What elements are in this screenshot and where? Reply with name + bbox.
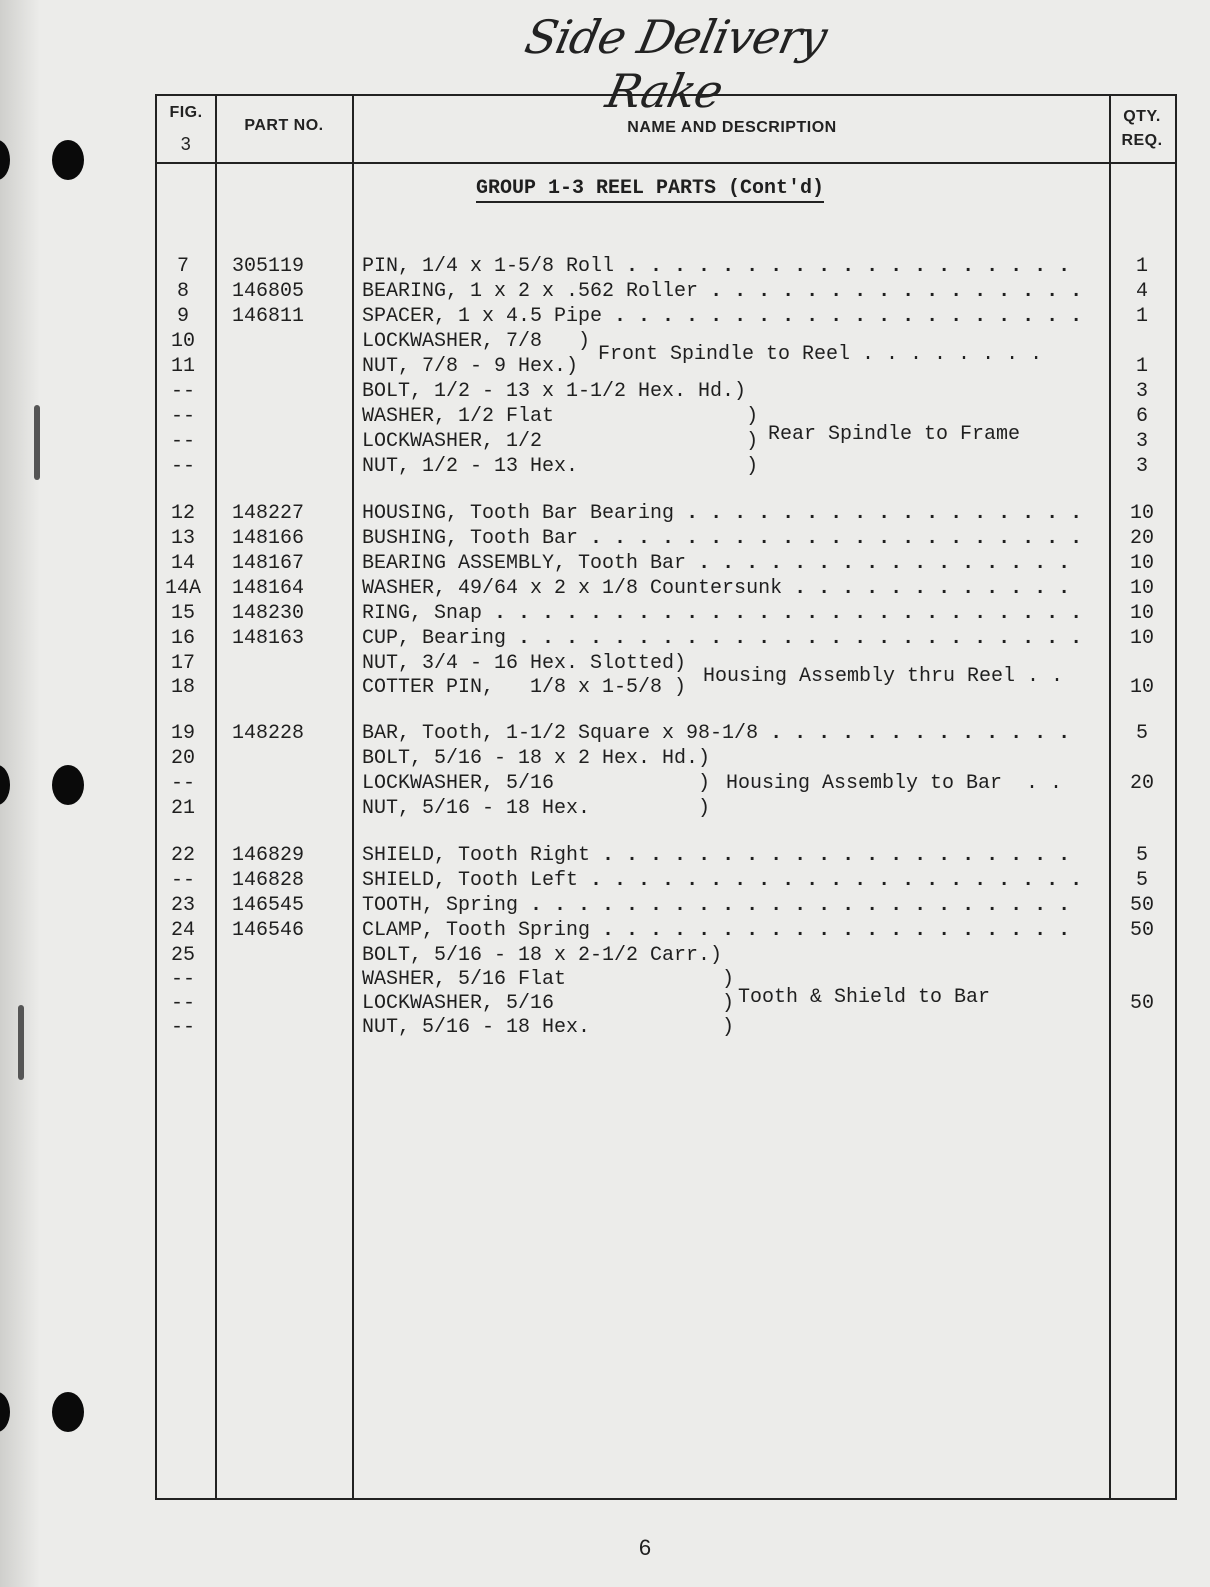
part-description: NUT, 7/8 - 9 Hex.) bbox=[362, 355, 579, 378]
quantity: 1 bbox=[1135, 255, 1148, 278]
part-description: WASHER, 1/2 Flat ) bbox=[362, 405, 759, 428]
part-description-text: BEARING, 1 x 2 x .562 Roller bbox=[362, 280, 699, 303]
quantity: 5 bbox=[1135, 722, 1148, 745]
part-number: 305119 bbox=[232, 255, 305, 278]
fig-number: -- bbox=[170, 968, 195, 991]
quantity: 10 bbox=[1129, 552, 1154, 575]
part-number: 148163 bbox=[232, 627, 305, 650]
table-row bbox=[0, 455, 1210, 479]
part-description bbox=[362, 502, 1082, 526]
part-description-text: SHIELD, Tooth Right bbox=[362, 844, 591, 867]
part-description bbox=[362, 919, 1082, 943]
table-row bbox=[0, 747, 1210, 771]
part-description-text: CUP, Bearing bbox=[362, 627, 507, 650]
fig-number: 23 bbox=[170, 894, 195, 917]
fig-number: 7 bbox=[176, 255, 189, 278]
quantity: 3 bbox=[1135, 430, 1148, 453]
part-number: 148167 bbox=[232, 552, 305, 575]
part-description bbox=[362, 280, 1082, 304]
part-number: 146811 bbox=[232, 305, 305, 328]
header-req: REQ. bbox=[1121, 132, 1163, 149]
part-description-text: SPACER, 1 x 4.5 Pipe bbox=[362, 305, 603, 328]
fig-number: 14A bbox=[164, 577, 201, 600]
quantity: 6 bbox=[1135, 405, 1148, 428]
part-description: LOCKWASHER, 7/8 ) bbox=[362, 330, 591, 353]
part-number: 146546 bbox=[232, 919, 305, 942]
quantity: 10 bbox=[1129, 502, 1154, 525]
table-row bbox=[0, 430, 1210, 454]
quantity: 50 bbox=[1129, 992, 1154, 1015]
part-number: 146828 bbox=[232, 869, 305, 892]
part-description bbox=[362, 577, 1082, 601]
part-description: LOCKWASHER, 1/2 ) bbox=[362, 430, 759, 453]
part-description-text: RING, Snap bbox=[362, 602, 483, 625]
part-number: 148230 bbox=[232, 602, 305, 625]
fig-number: 24 bbox=[170, 919, 195, 942]
header-divider bbox=[157, 162, 1175, 164]
part-description bbox=[362, 722, 1082, 746]
table-row bbox=[0, 602, 1210, 626]
header-qty: QTY. bbox=[1123, 108, 1161, 125]
fig-number: -- bbox=[170, 992, 195, 1015]
table-row bbox=[0, 527, 1210, 551]
header-fig-number: 3 bbox=[180, 134, 192, 154]
fig-number: -- bbox=[170, 430, 195, 453]
quantity: 3 bbox=[1135, 455, 1148, 478]
part-description bbox=[362, 844, 1082, 868]
fig-number: 8 bbox=[176, 280, 189, 303]
part-description-text: BAR, Tooth, 1-1/2 Square x 98-1/8 bbox=[362, 722, 759, 745]
quantity: 5 bbox=[1135, 869, 1148, 892]
part-description bbox=[362, 552, 1082, 576]
part-description: LOCKWASHER, 5/16 ) bbox=[362, 772, 711, 795]
part-description bbox=[362, 627, 1082, 651]
fig-number: 22 bbox=[170, 844, 195, 867]
table-row bbox=[0, 502, 1210, 526]
part-description bbox=[362, 869, 1082, 893]
table-row bbox=[0, 1016, 1210, 1040]
part-description bbox=[362, 602, 1082, 626]
part-description bbox=[362, 894, 1082, 918]
part-description-text: BEARING ASSEMBLY, Tooth Bar bbox=[362, 552, 687, 575]
part-description: BOLT, 5/16 - 18 x 2 Hex. Hd.) bbox=[362, 747, 711, 770]
punch-hole bbox=[52, 140, 84, 180]
table-row bbox=[0, 797, 1210, 821]
quantity: 5 bbox=[1135, 844, 1148, 867]
part-description-text: WASHER, 49/64 x 2 x 1/8 Countersunk bbox=[362, 577, 783, 600]
quantity: 10 bbox=[1129, 627, 1154, 650]
table-row bbox=[0, 552, 1210, 576]
quantity: 20 bbox=[1129, 772, 1154, 795]
quantity: 3 bbox=[1135, 380, 1148, 403]
group-heading-text: GROUP 1-3 REEL PARTS (Cont'd) bbox=[476, 177, 824, 203]
part-description: BOLT, 5/16 - 18 x 2-1/2 Carr.) bbox=[362, 944, 723, 967]
part-description: BOLT, 1/2 - 13 x 1-1/2 Hex. Hd.) bbox=[362, 380, 747, 403]
part-description bbox=[362, 255, 1082, 279]
assembly-note: Housing Assembly thru Reel . . bbox=[703, 665, 1064, 688]
assembly-note: Rear Spindle to Frame bbox=[768, 423, 1021, 446]
header-name-description: NAME AND DESCRIPTION bbox=[627, 119, 837, 136]
part-description-text: TOOTH, Spring bbox=[362, 894, 519, 917]
fig-number: 19 bbox=[170, 722, 195, 745]
header-fig: FIG. bbox=[169, 104, 203, 121]
table-row bbox=[0, 305, 1210, 329]
part-description-text: BUSHING, Tooth Bar bbox=[362, 527, 579, 550]
table-row bbox=[0, 919, 1210, 943]
fig-number: 14 bbox=[170, 552, 195, 575]
part-description-text: HOUSING, Tooth Bar Bearing bbox=[362, 502, 675, 525]
assembly-note: Front Spindle to Reel . . . . . . . . bbox=[598, 343, 1043, 366]
page-number: 6 bbox=[638, 1535, 652, 1560]
part-number: 148166 bbox=[232, 527, 305, 550]
table-row bbox=[0, 255, 1210, 279]
fig-number: 18 bbox=[170, 676, 195, 699]
part-description bbox=[362, 527, 1082, 551]
quantity: 1 bbox=[1135, 355, 1148, 378]
quantity: 1 bbox=[1135, 305, 1148, 328]
fig-number: 10 bbox=[170, 330, 195, 353]
part-description: NUT, 3/4 - 16 Hex. Slotted) bbox=[362, 652, 687, 675]
table-row bbox=[0, 869, 1210, 893]
fig-number: -- bbox=[170, 1016, 195, 1039]
table-row bbox=[0, 577, 1210, 601]
part-number: 148164 bbox=[232, 577, 305, 600]
quantity: 10 bbox=[1129, 602, 1154, 625]
part-description: WASHER, 5/16 Flat ) bbox=[362, 968, 735, 991]
fig-number: 16 bbox=[170, 627, 195, 650]
table-row bbox=[0, 627, 1210, 651]
part-description: NUT, 5/16 - 18 Hex. ) bbox=[362, 797, 711, 820]
group-heading bbox=[394, 177, 906, 200]
table-row bbox=[0, 405, 1210, 429]
header-part-no: PART NO. bbox=[244, 117, 324, 134]
table-row bbox=[0, 280, 1210, 304]
part-description: COTTER PIN, 1/8 x 1-5/8 ) bbox=[362, 676, 687, 699]
table-row bbox=[0, 968, 1210, 992]
part-number: 146545 bbox=[232, 894, 305, 917]
fig-number: -- bbox=[170, 772, 195, 795]
part-description: NUT, 1/2 - 13 Hex. ) bbox=[362, 455, 759, 478]
fig-number: 12 bbox=[170, 502, 195, 525]
fig-number: 17 bbox=[170, 652, 195, 675]
fig-number: -- bbox=[170, 869, 195, 892]
punch-hole bbox=[52, 1392, 84, 1432]
part-number: 148228 bbox=[232, 722, 305, 745]
quantity: 10 bbox=[1129, 577, 1154, 600]
table-row bbox=[0, 380, 1210, 404]
fig-number: 11 bbox=[170, 355, 195, 378]
assembly-note: Housing Assembly to Bar . . bbox=[726, 772, 1063, 795]
part-description: NUT, 5/16 - 18 Hex. ) bbox=[362, 1016, 735, 1039]
table-row bbox=[0, 894, 1210, 918]
fig-number: -- bbox=[170, 380, 195, 403]
quantity: 20 bbox=[1129, 527, 1154, 550]
part-description bbox=[362, 305, 1082, 329]
part-number: 146829 bbox=[232, 844, 305, 867]
page-title: Side Delivery Rake bbox=[520, 10, 832, 118]
fig-number: -- bbox=[170, 405, 195, 428]
part-description-text: SHIELD, Tooth Left bbox=[362, 869, 579, 892]
assembly-note: Tooth & Shield to Bar bbox=[738, 986, 991, 1009]
quantity: 10 bbox=[1129, 676, 1154, 699]
quantity: 4 bbox=[1135, 280, 1148, 303]
part-description: LOCKWASHER, 5/16 ) bbox=[362, 992, 735, 1015]
fig-number: 15 bbox=[170, 602, 195, 625]
part-description-text: CLAMP, Tooth Spring bbox=[362, 919, 591, 942]
fig-number: 13 bbox=[170, 527, 195, 550]
part-number: 146805 bbox=[232, 280, 305, 303]
fig-number: 21 bbox=[170, 797, 195, 820]
fig-number: 9 bbox=[176, 305, 189, 328]
fig-number: -- bbox=[170, 455, 195, 478]
part-number: 148227 bbox=[232, 502, 305, 525]
table-row bbox=[0, 722, 1210, 746]
table-row bbox=[0, 844, 1210, 868]
quantity: 50 bbox=[1129, 919, 1154, 942]
table-row bbox=[0, 944, 1210, 968]
part-description-text: PIN, 1/4 x 1-5/8 Roll bbox=[362, 255, 615, 278]
table-row bbox=[0, 992, 1210, 1016]
fig-number: 25 bbox=[170, 944, 195, 967]
fig-number: 20 bbox=[170, 747, 195, 770]
quantity: 50 bbox=[1129, 894, 1154, 917]
